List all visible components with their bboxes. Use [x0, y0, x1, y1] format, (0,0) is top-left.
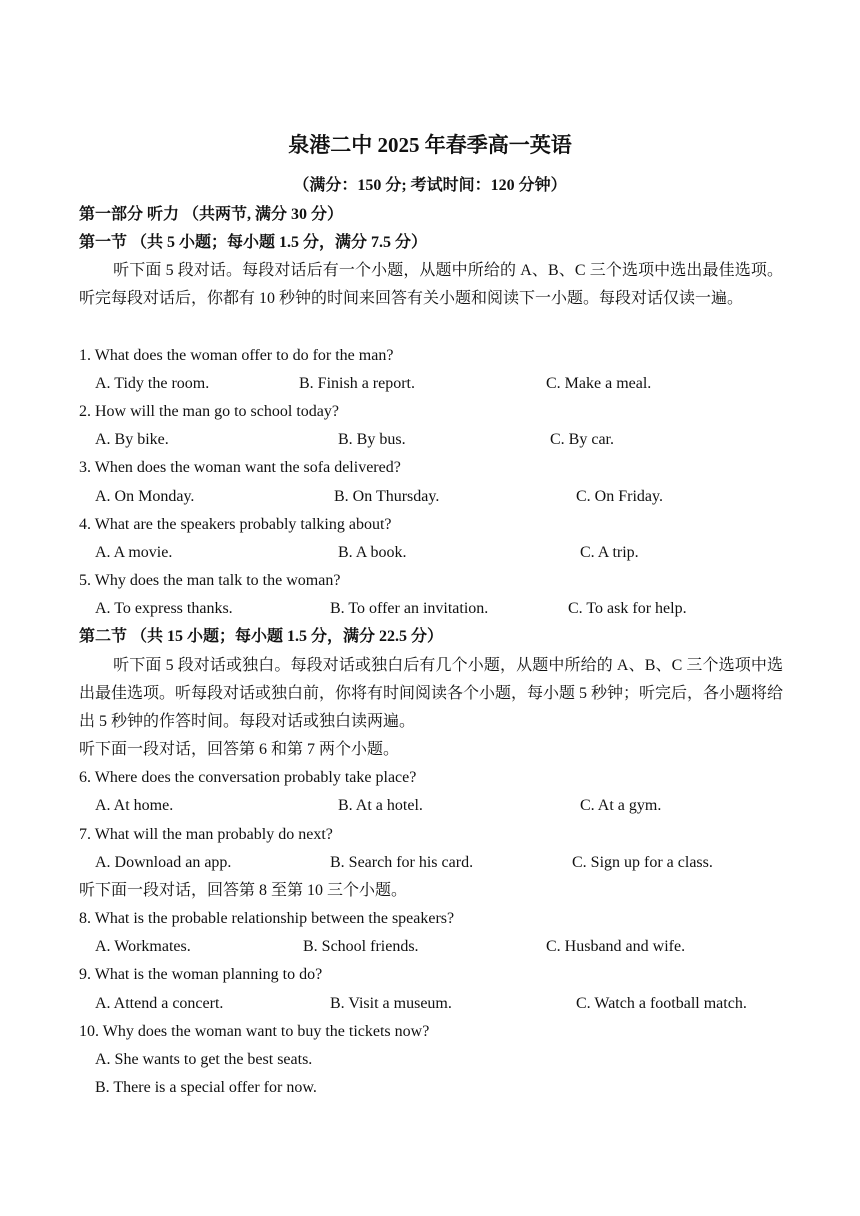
option-c: C. Husband and wife.	[546, 938, 686, 955]
option-c: C. A trip.	[580, 544, 639, 561]
option-c: C. Make a meal.	[546, 375, 652, 392]
instructions-text: 听下面 5 段对话。每段对话后有一个小题，从题中所给的 A、B、C 三个选项中选出最佳选项。听完每段对话后，你都有 10 秒钟的时间来回答有关小题和阅读下一小题。每段对话仅读一遍。	[79, 262, 783, 307]
part-heading: 第一部分 听力 （共两节, 满分 30 分）	[79, 206, 344, 223]
question: 9. What is the woman planning to do?	[79, 966, 323, 983]
option-b: B. School friends.	[303, 938, 419, 955]
option-b: B. At a hotel.	[338, 797, 423, 814]
option-a: A. She wants to get the best seats.	[95, 1051, 313, 1068]
instructions	[79, 257, 783, 313]
question: 3. When does the woman want the sofa delivered?	[79, 459, 401, 476]
option-b: B. Visit a museum.	[330, 995, 452, 1012]
exam-info: （满分：150 分; 考试时间：120 分钟）	[293, 177, 567, 194]
group-intro: 听下面一段对话，回答第 6 和第 7 两个小题。	[79, 741, 400, 758]
option-a: A. On Monday.	[95, 488, 195, 505]
instructions	[79, 652, 783, 736]
question: 1. What does the woman offer to do for the man?	[79, 347, 394, 364]
option-b: B. There is a special offer for now.	[95, 1079, 317, 1096]
option-b: B. To offer an invitation.	[330, 600, 489, 617]
option-b: B. On Thursday.	[334, 488, 440, 505]
option-c: C. Watch a football match.	[576, 995, 747, 1012]
option-c: C. At a gym.	[580, 797, 662, 814]
section-heading: 第一节 （共 5 小题；每小题 1.5 分，满分 7.5 分）	[79, 234, 428, 251]
option-a: A. Tidy the room.	[95, 375, 210, 392]
option-b: B. Search for his card.	[330, 854, 474, 871]
question: 7. What will the man probably do next?	[79, 826, 333, 843]
option-a: A. At home.	[95, 797, 174, 814]
option-b: B. By bus.	[338, 431, 406, 448]
option-a: A. Workmates.	[95, 938, 191, 955]
option-c: C. By car.	[550, 431, 614, 448]
option-c: C. To ask for help.	[568, 600, 687, 617]
option-c: C. On Friday.	[576, 488, 663, 505]
page-title: 泉港二中 2025 年春季高一英语	[288, 133, 572, 157]
group-intro: 听下面一段对话，回答第 8 至第 10 三个小题。	[79, 882, 408, 899]
question: 5. Why does the man talk to the woman?	[79, 572, 341, 589]
question: 4. What are the speakers probably talking about?	[79, 516, 392, 533]
question: 6. Where does the conversation probably take place?	[79, 769, 417, 786]
option-b: B. Finish a report.	[299, 375, 415, 392]
option-a: A. A movie.	[95, 544, 173, 561]
question: 10. Why does the woman want to buy the tickets now?	[79, 1023, 430, 1040]
option-b: B. A book.	[338, 544, 407, 561]
question: 2. How will the man go to school today?	[79, 403, 339, 420]
option-a: A. By bike.	[95, 431, 169, 448]
option-a: A. Attend a concert.	[95, 995, 224, 1012]
instructions-text: 听下面 5 段对话或独白。每段对话或独白后有几个小题，从题中所给的 A、B、C 三个选项中选出最佳选项。听每段对话或独白前，你将有时间阅读各个小题，每小题 5 秒钟；听完后，各小题将给出 5 秒钟的作答时间。每段对话或独白读两遍。	[79, 657, 784, 730]
option-a: A. Download an app.	[95, 854, 232, 871]
option-a: A. To express thanks.	[95, 600, 233, 617]
question: 8. What is the probable relationship between the speakers?	[79, 910, 455, 927]
section-heading: 第二节 （共 15 小题；每小题 1.5 分，满分 22.5 分）	[79, 628, 444, 645]
option-c: C. Sign up for a class.	[572, 854, 713, 871]
